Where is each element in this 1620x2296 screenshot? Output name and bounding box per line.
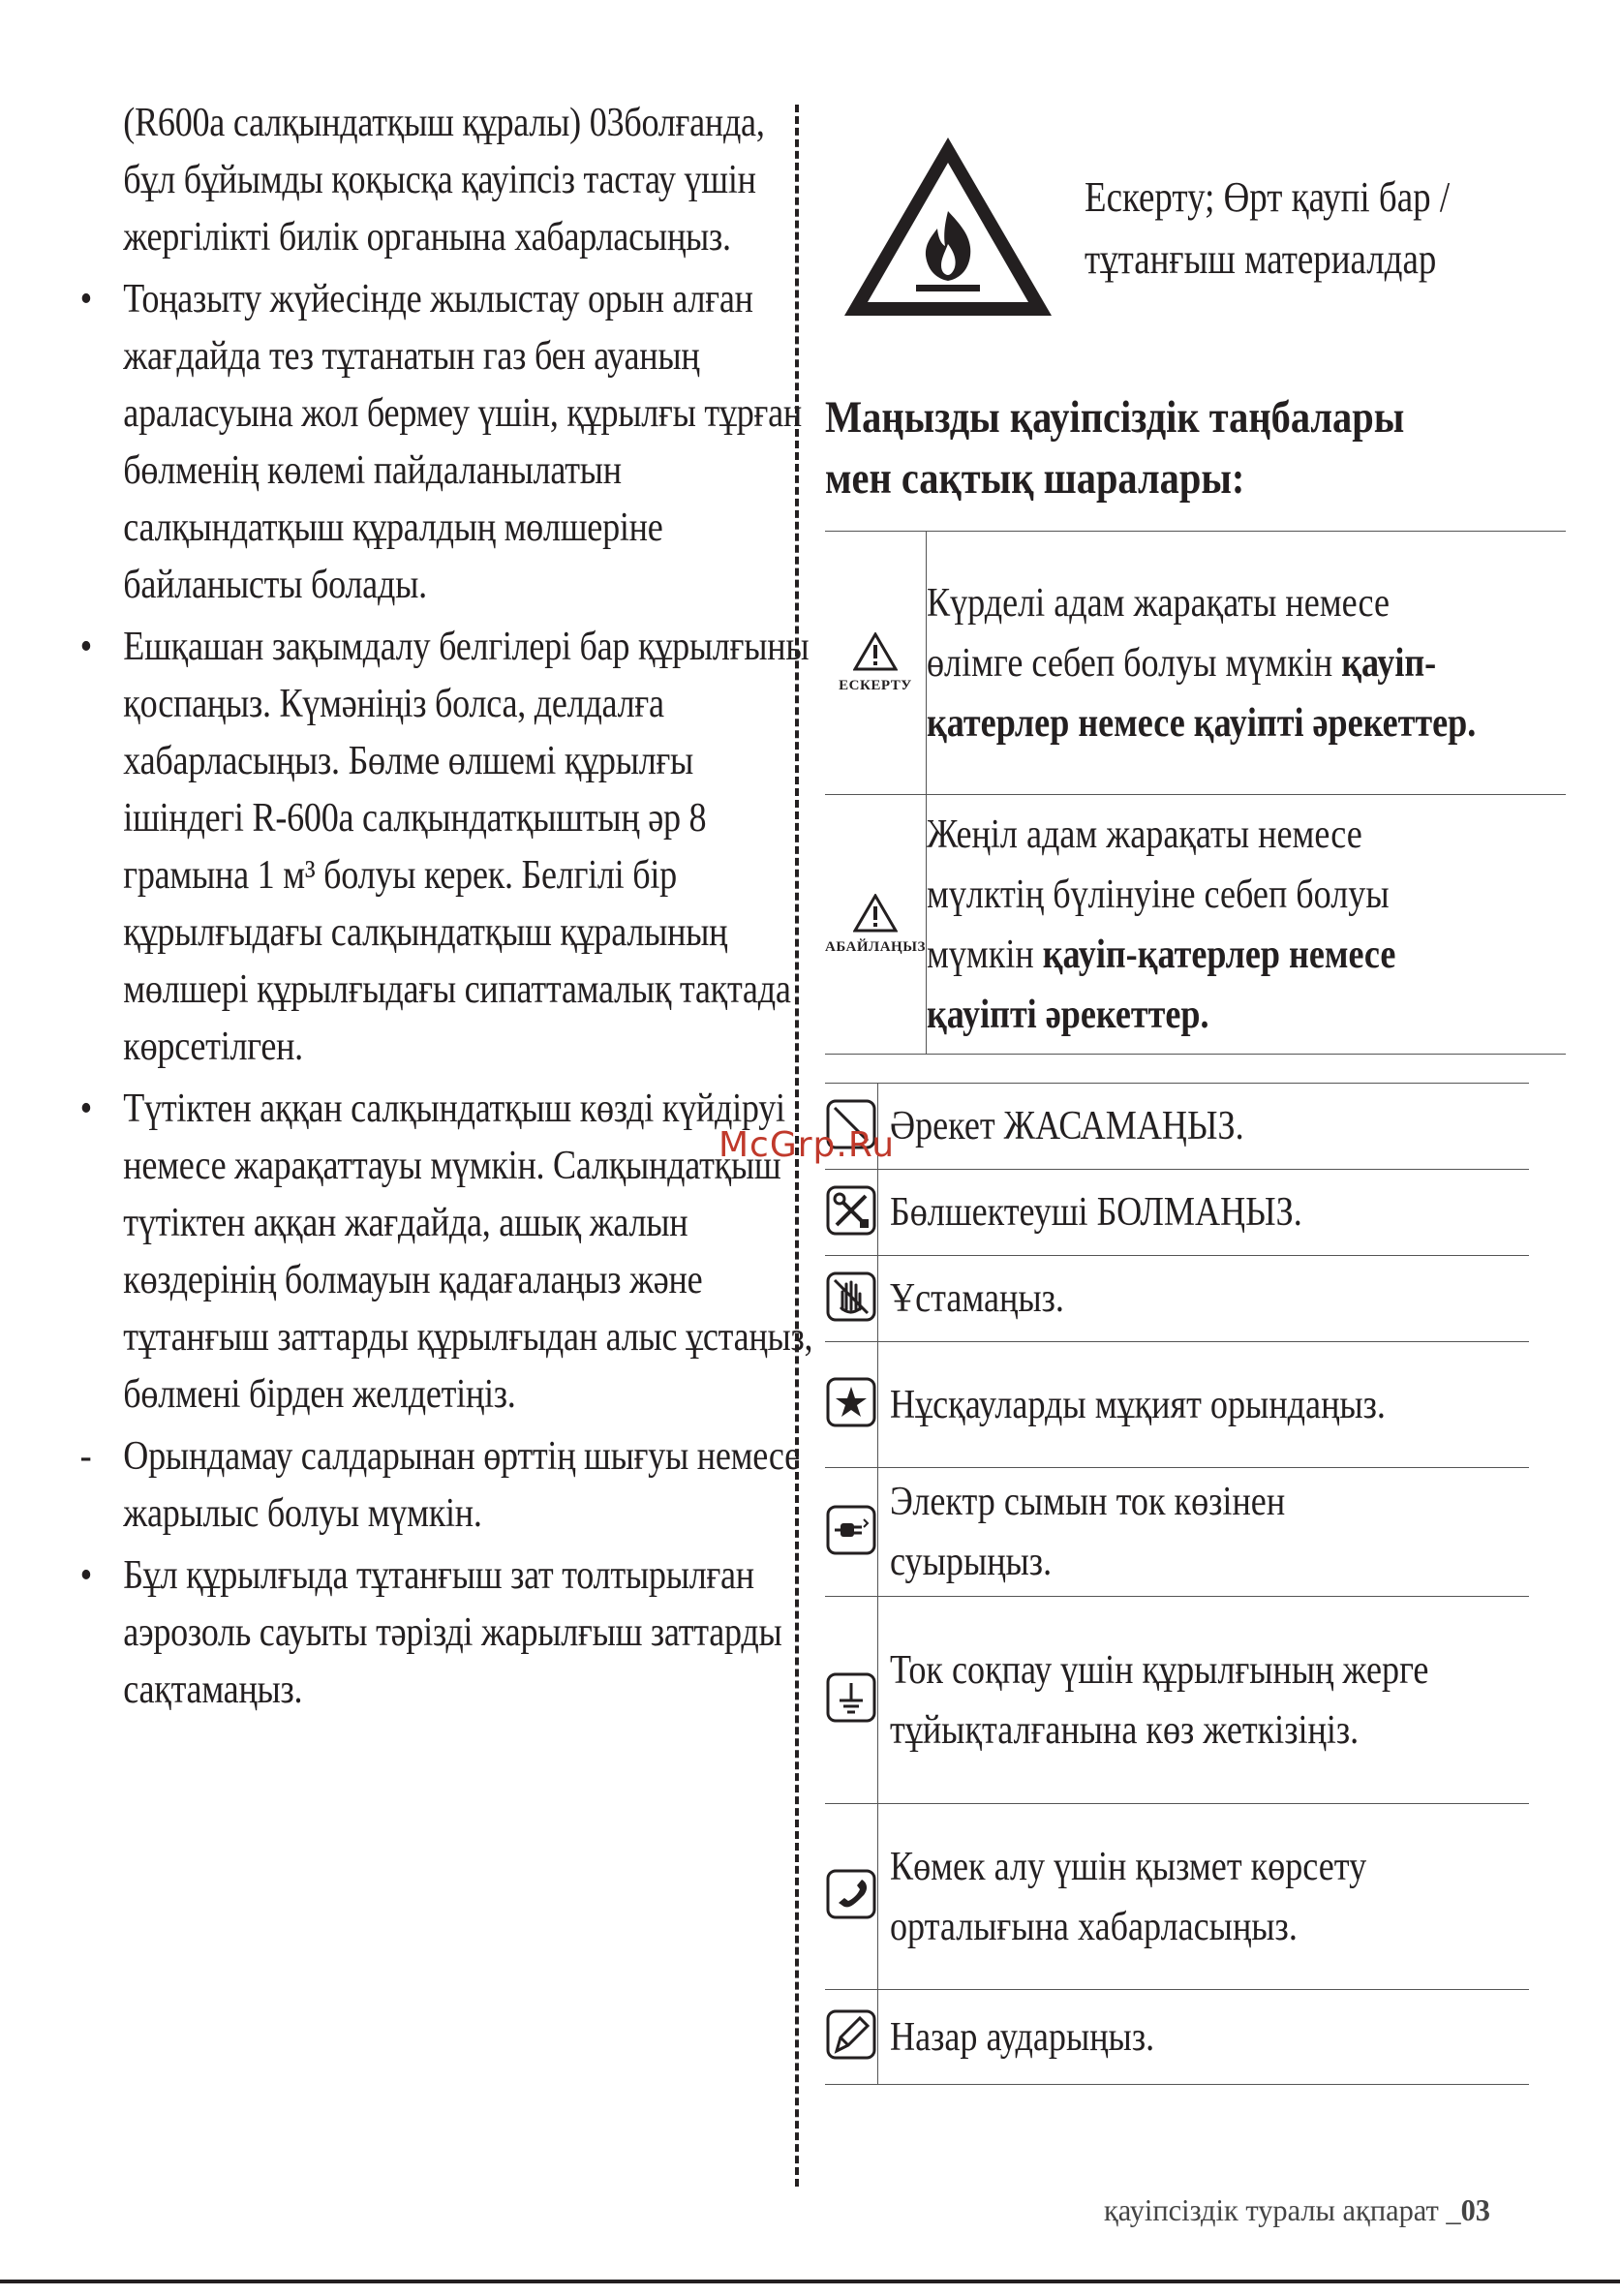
symbol-text: Ток соқпау үшін құрылғының жерге тұйықталғанына көз жеткізіңіз.: [890, 1647, 1429, 1753]
table-row: [825, 1990, 1529, 2085]
bottom-rule: [0, 2280, 1620, 2283]
fire-warning-caption: Ескерту; Өрт қаупі бар / тұтанғыш материалдар: [1085, 173, 1451, 283]
symbols-table: [825, 1083, 1529, 2085]
symbol-text: Ұстамаңыз.: [890, 1276, 1064, 1321]
symbol-text: Назар аударыңыз.: [890, 2014, 1155, 2060]
list-marker: -: [79, 1434, 92, 1479]
table-row: [825, 1597, 1529, 1804]
note-icon: [825, 2008, 877, 2061]
warning-label: ЕСКЕРТУ: [839, 677, 912, 693]
list-item-text: (R600a салқындатқыш құралы) 03болғанда, бұл бұйымды қоқысқа қауіпсіз тастау үшін жергілікті билік органына хабарласыңыз.: [123, 101, 765, 260]
footer-label: қауіпсіздік туралы ақпарат _: [1104, 2192, 1461, 2227]
list-item: [77, 619, 814, 1076]
list-item-text: Түтіктен аққан салқындатқыш көзді күйдіруі немесе жарақаттауы мүмкін. Салқындатқыш түтіктен аққан жағдайда, ашық жалын көздерінің болмауын қадағалаңыз және тұтанғыш заттарды құрылғыдан алыс ұстаңыз, бөлмені бірден желдетіңіз.: [123, 1087, 813, 1417]
caution-text-bold: қауіп-қатерлер немесе қауіпті әрекеттер.: [926, 932, 1396, 1037]
signal-word-table: [825, 531, 1566, 1055]
symbol-text: Көмек алу үшін қызмет көрсету орталығына хабарласыңыз.: [890, 1844, 1367, 1949]
unplug-icon: [825, 1504, 877, 1556]
list-item-text: Бұл құрылғыда тұтанғыш зат толтырылған аэрозоль сауыты тәрізді жарылғыш заттарды сақтамаңыз.: [123, 1553, 782, 1712]
list-marker: •: [79, 277, 92, 321]
caution-description: [926, 795, 1566, 1055]
symbol-text: Бөлшектеуші БОЛМАҢЫЗ.: [890, 1190, 1302, 1235]
caution-text: Жеңіл адам жарақаты немесе мүлктің бүлінуіне себеп болуы мүмкін: [926, 811, 1390, 977]
list-item: [77, 271, 814, 614]
warning-triangle-icon: [853, 632, 898, 671]
table-row: [825, 1468, 1529, 1597]
table-row: [825, 532, 1566, 795]
no-disassembly-icon: [825, 1184, 877, 1237]
caution-label: АБАЙЛАҢЫЗ: [825, 938, 926, 955]
list-item: [77, 95, 814, 266]
list-item: [77, 1081, 814, 1424]
warning-text-bold: қауіп-қатерлер немесе қауіпті әрекеттер.: [926, 640, 1477, 746]
table-row: [825, 1170, 1529, 1256]
list-item: [77, 1428, 814, 1543]
list-marker: •: [79, 625, 92, 669]
ground-icon: [825, 1671, 877, 1724]
page-footer: [1104, 2192, 1490, 2228]
list-marker: •: [79, 1553, 92, 1598]
table-row: [825, 795, 1566, 1055]
symbol-text: Электр сымын ток көзінен суырыңыз.: [890, 1480, 1286, 1584]
table-row: [825, 1084, 1529, 1170]
fire-warning-triangle-icon: [839, 130, 1057, 321]
phone-icon: [825, 1868, 877, 1920]
table-row: [825, 1256, 1529, 1342]
star-instruction-icon: [825, 1376, 877, 1428]
list-item-text: Орындамау салдарынан өрттің шығуы немесе жарылыс болуы мүмкін.: [123, 1434, 800, 1536]
table-row: [825, 1804, 1529, 1990]
warning-text: Күрделі адам жарақаты немесе өлімге себеп болуы мүмкін: [926, 580, 1390, 686]
warning-signal-cell: [825, 532, 926, 795]
page-number: 03: [1460, 2192, 1490, 2227]
list-marker: •: [79, 1087, 92, 1131]
symbol-text: Нұсқауларды мұқият орындаңыз.: [890, 1382, 1386, 1427]
no-touch-icon: [825, 1270, 877, 1323]
list-item-text: Тоңазыту жүйесінде жылыстау орын алған жағдайда тез тұтанатын газ бен ауаның араласуына жол бермеу үшін, құрылғы тұрған бөлменің көлемі пайдаланылатын салқындатқыш құралдың мөлшеріне байланысты болады.: [123, 277, 802, 607]
section-title: Маңызды қауіпсіздік таңбалары мен сақтық шаралары:: [825, 392, 1405, 504]
caution-triangle-icon: [853, 894, 898, 933]
watermark: McGrp.Ru: [718, 1125, 896, 1165]
symbol-text: Әрекет ЖАСАМАҢЫЗ.: [890, 1104, 1244, 1148]
list-item: [77, 1547, 814, 1719]
list-item-text: Ешқашан зақымдалу белгілері бар құрылғыны қоспаңыз. Күмәніңіз болса, делдалға хабарласыңыз. Бөлме өлшемі құрылғы ішіндегі R-600a салқындатқыштың әр 8 грамына 1 м³ болуы керек. Белгілі бір құрылғыдағы салқындатқыш құралының мөлшері құрылғыдағы сипаттамалық тақтада көрсетілген.: [123, 625, 810, 1069]
warning-description: [926, 532, 1566, 795]
table-row: [825, 1342, 1529, 1468]
caution-signal-cell: [825, 795, 926, 1055]
